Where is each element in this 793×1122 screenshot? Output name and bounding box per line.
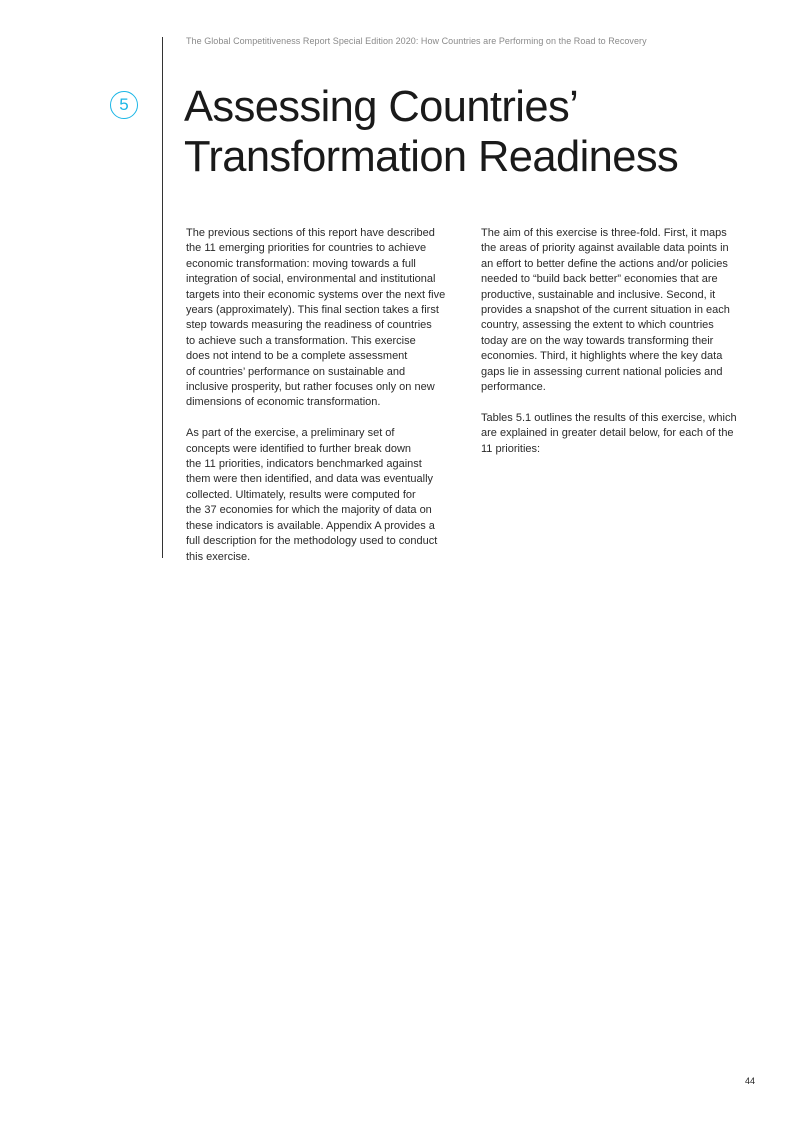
text-line: productive, sustainable and inclusive. Second, it	[481, 288, 716, 301]
text-line: country, assessing the extent to which countries	[481, 319, 714, 332]
text-line: 11 priorities:	[481, 442, 541, 455]
text-line: provides a snapshot of the current situation in each	[481, 304, 730, 317]
body-paragraph	[186, 226, 468, 411]
text-line: these indicators is available. Appendix A provides a	[186, 519, 435, 532]
text-line: the 11 emerging priorities for countries to achieve	[186, 242, 427, 255]
text-line: an effort to better define the actions and/or policies	[481, 257, 728, 270]
text-line: economies. Third, it highlights where the key data	[481, 350, 723, 363]
text-line: concepts were identified to further break down	[186, 442, 412, 455]
text-line: The aim of this exercise is three-fold. First, it maps	[481, 227, 727, 239]
margin-rule	[162, 37, 163, 558]
body-column-left	[186, 226, 468, 580]
page-title-line: Assessing Countries’	[184, 83, 579, 131]
text-line: today are on the way towards transforming their	[481, 334, 714, 347]
text-line: needed to “build back better” economies that are	[481, 273, 718, 286]
text-line: this exercise.	[186, 550, 251, 563]
text-line: inclusive prosperity, but rather focuses only on new	[186, 381, 435, 394]
running-header: The Global Competitiveness Report Special Edition 2020: How Countries are Performing on the Road to Recovery	[186, 36, 647, 46]
text-line: of countries’ performance on sustainable and	[186, 365, 406, 378]
text-line: full description for the methodology used to conduct	[186, 535, 438, 548]
text-line: the areas of priority against available data points in	[481, 242, 729, 255]
text-line: to achieve such a transformation. This exercise	[186, 334, 416, 347]
text-line: step towards measuring the readiness of countries	[186, 319, 432, 332]
body-paragraph	[481, 411, 756, 457]
body-column-right	[481, 226, 756, 472]
text-line: gaps lie in assessing current national policies and	[481, 365, 723, 378]
page-number: 44	[744, 1076, 755, 1086]
text-line: the 11 priorities, indicators benchmarked against	[186, 458, 422, 471]
page-title-line: Transformation Readiness	[184, 133, 679, 181]
text-line: integration of social, environmental and institutional	[186, 273, 436, 286]
text-line: the 37 economies for which the majority of data on	[186, 504, 432, 517]
chapter-number-badge: 5	[110, 91, 138, 119]
text-line: collected. Ultimately, results were computed for	[186, 488, 416, 501]
body-paragraph	[481, 226, 756, 395]
text-line: are explained in greater detail below, for each of the	[481, 427, 734, 440]
page-title	[184, 82, 764, 182]
text-line: economic transformation: moving towards a full	[186, 257, 416, 270]
body-paragraph	[186, 426, 468, 565]
text-line: Tables 5.1 outlines the results of this exercise, which	[481, 411, 737, 424]
text-line: performance.	[481, 381, 546, 394]
text-line: The previous sections of this report have described	[186, 227, 435, 239]
text-line: years (approximately). This final section takes a first	[186, 304, 439, 317]
text-line: dimensions of economic transformation.	[186, 396, 381, 409]
text-line: targets into their economic systems over the next five	[186, 288, 446, 301]
text-line: them were then identified, and data was eventually	[186, 473, 434, 486]
text-line: does not intend to be a complete assessment	[186, 350, 408, 363]
text-line: As part of the exercise, a preliminary set of	[186, 427, 395, 440]
